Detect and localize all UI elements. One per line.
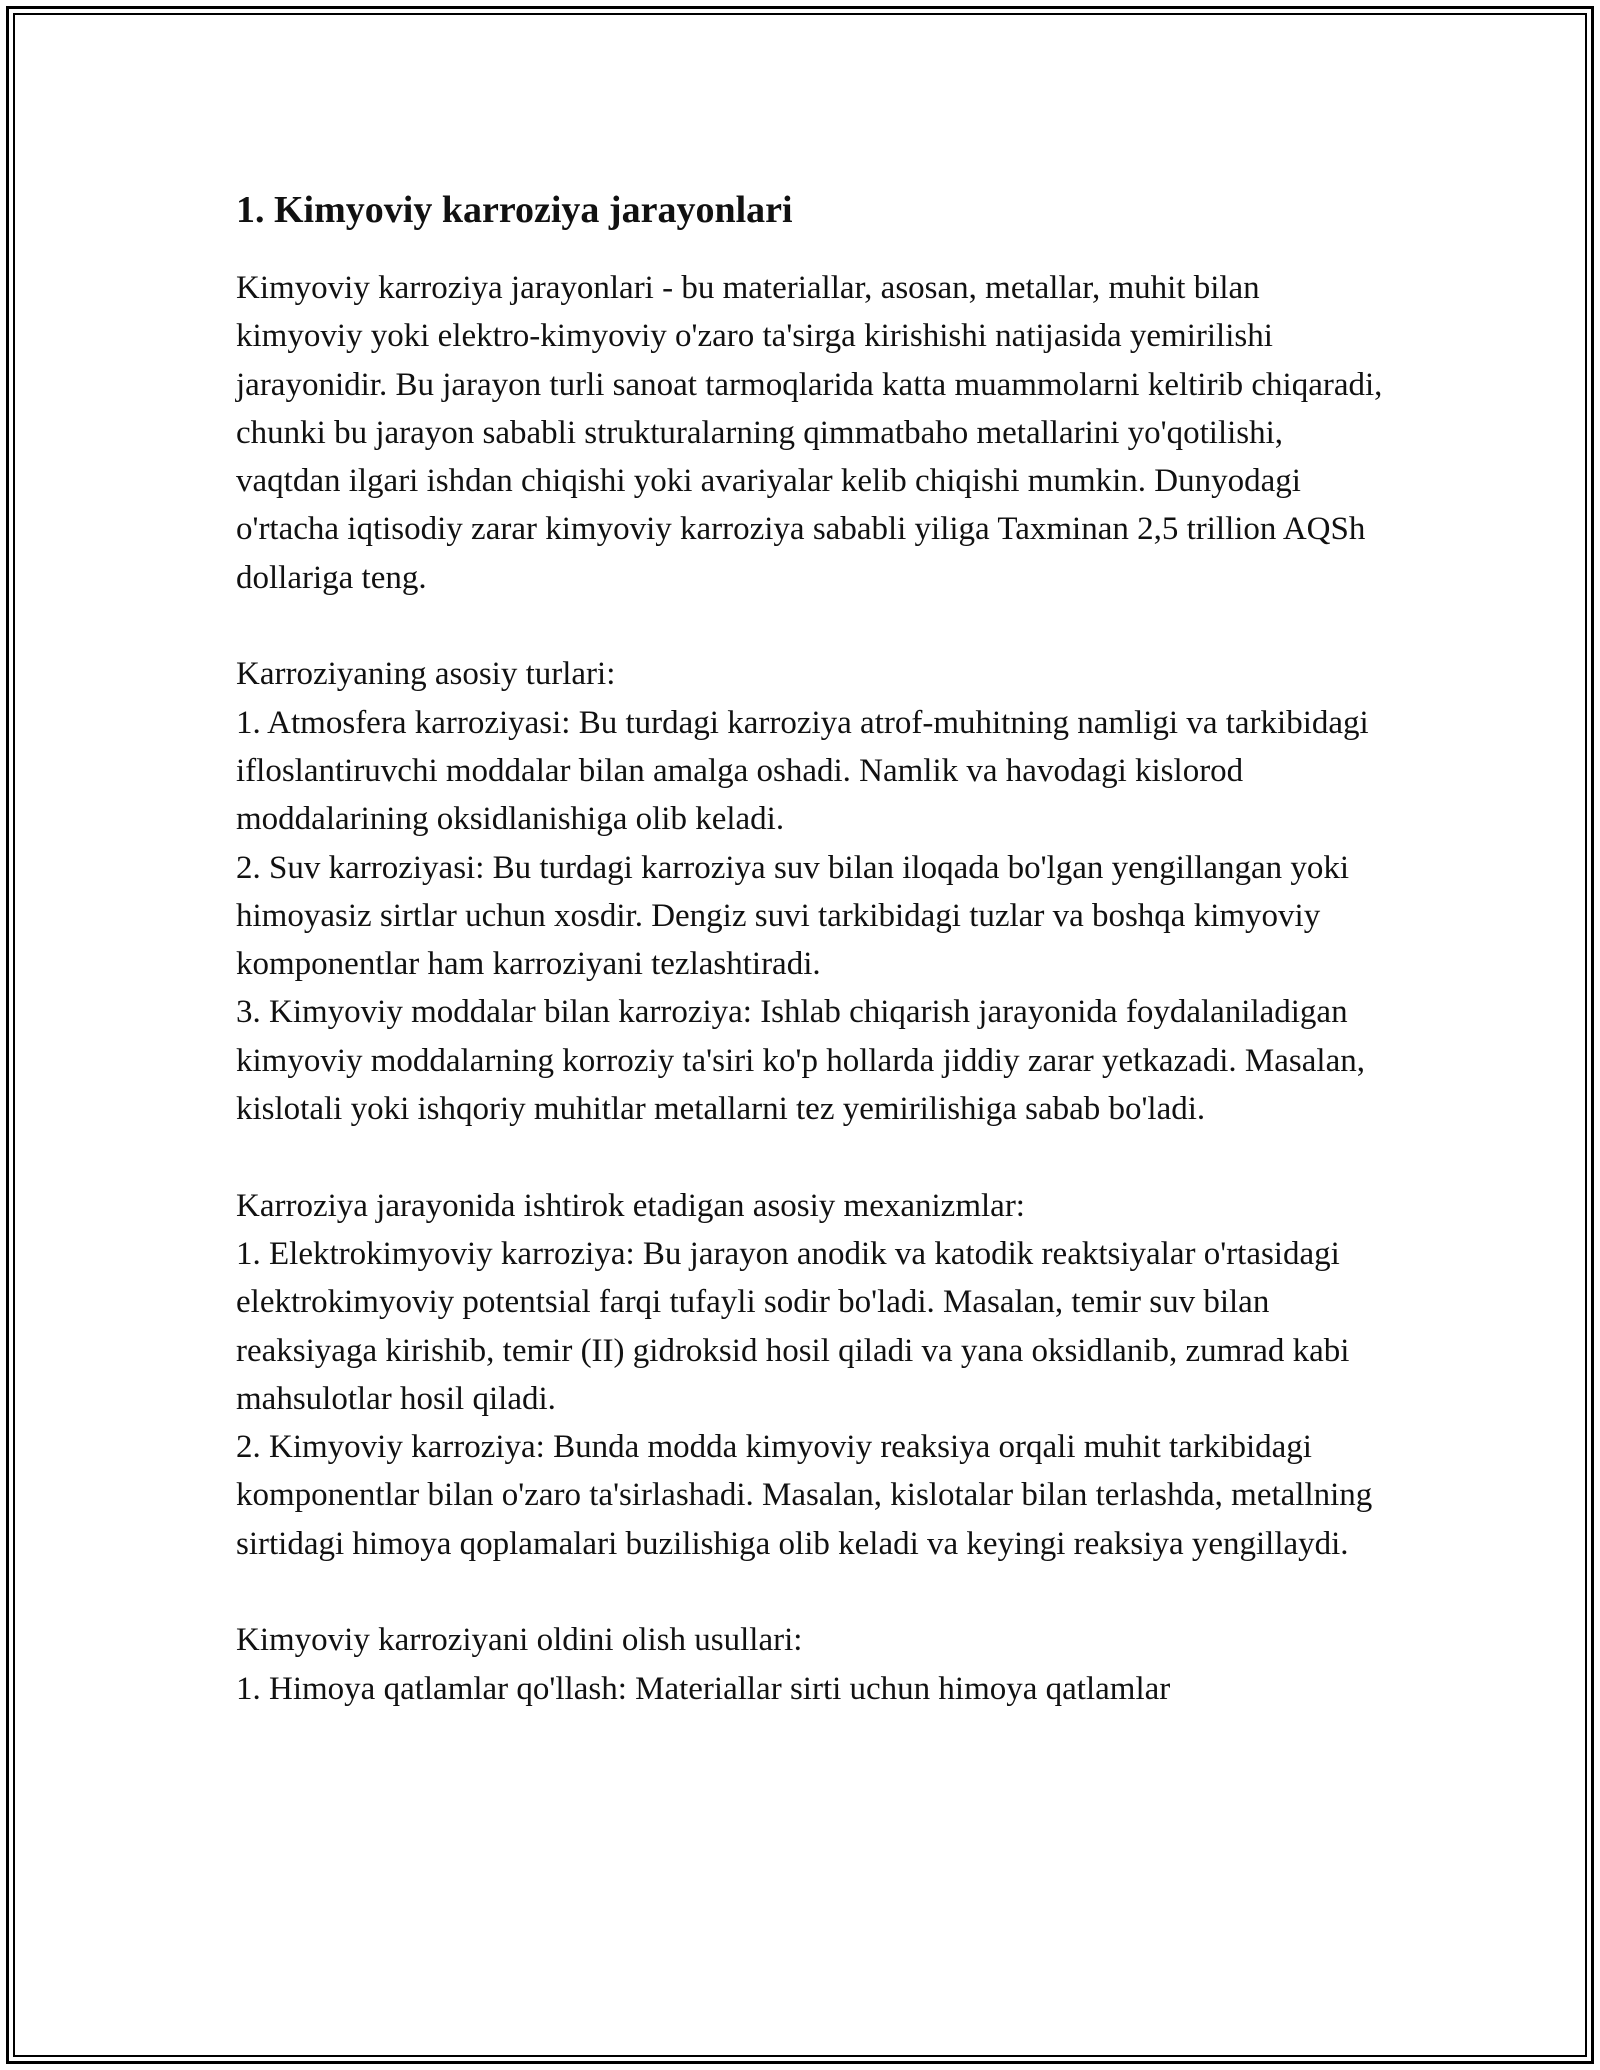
paragraph-spacer (236, 1568, 1386, 1616)
prevention-item-1: 1. Himoya qatlamlar qo'llash: Materiallar sirti uchun himoya qatlamlar (236, 1670, 1171, 1707)
types-item-2: 2. Suv karroziyasi: Bu turdagi karroziya suv bilan iloqada bo'lgan yengillangan yoki himoyasiz sirtlar uchun xosdir. Dengiz suvi tarkibidagi tuzlar va boshqa kimyoviy komponentlar ham karroziyani tezlashtiradi. (236, 849, 1350, 983)
types-heading: Karroziyaning asosiy turlari: (236, 656, 616, 693)
document-body (236, 186, 1386, 1713)
mechanisms-item-2: 2. Kimyoviy karroziya: Bunda modda kimyoviy reaksiya orqali muhit tarkibidagi komponentlar bilan o'zaro ta'sirlashadi. Masalan, kislotalar bilan terlashda, metallning sirtidagi himoya qoplamalari buzilishiga olib keladi va keyingi reaksiya yengillaydi. (236, 1429, 1373, 1562)
paragraph-spacer (236, 602, 1386, 650)
types-item-1: 1. Atmosfera karroziyasi: Bu turdagi karroziya atrof-muhitning namligi va tarkibidagi ifloslantiruvchi moddalar bilan amalga oshadi. Namlik va havodagi kislorod moddalarining oksidlanishiga olib keladi. (236, 704, 1369, 838)
types-item-3: 3. Kimyoviy moddalar bilan karroziya: Ishlab chiqarish jarayonida foydalaniladigan kimyoviy moddalarning korroziy ta'siri ko'p hollarda jiddiy zarar yetkazadi. Masalan, kislotali yoki ishqoriy muhitlar metallarni tez yemirilishiga sabab bo'ladi. (236, 994, 1365, 1128)
document-title: 1. Kimyoviy karroziya jarayonlari (236, 189, 793, 231)
mechanisms-heading: Karroziya jarayonida ishtirok etadigan asosiy mexanizmlar: (236, 1187, 1025, 1224)
prevention-heading: Kimyoviy karroziyani oldini olish usullari: (236, 1622, 803, 1659)
mechanisms-item-1: 1. Elektrokimyoviy karroziya: Bu jarayon anodik va katodik reaktsiyalar o'rtasidagi elektrokimyoviy potentsial farqi tufayli sodir bo'ladi. Masalan, temir suv bilan reaksiyaga kirishib, temir (II) gidroksid hosil qiladi va yana oksidlanib, zumrad kabi mahsulotlar hosil qiladi. (236, 1235, 1350, 1417)
intro-paragraph: Kimyoviy karroziya jarayonlari - bu materiallar, asosan, metallar, muhit bilan kimyoviy yoki elektro-kimyoviy o'zaro ta'sirga kirishishi natijasida yemirilishi jarayonidir. Bu jarayon turli sanoat tarmoqlarida katta muammolarni keltirib chiqaradi, chunki bu jarayon sababli strukturalarning qimmatbaho metallarini yo'qotilishi, vaqtdan ilgari ishdan chiqishi yoki avariyalar kelib chiqishi mumkin. Dunyodagi o'rtacha iqtisodiy zarar kimyoviy karroziya sababli yiliga Taxminan 2,5 trillion AQSh dollariga teng. (236, 270, 1383, 596)
paragraph-spacer (236, 1133, 1386, 1181)
